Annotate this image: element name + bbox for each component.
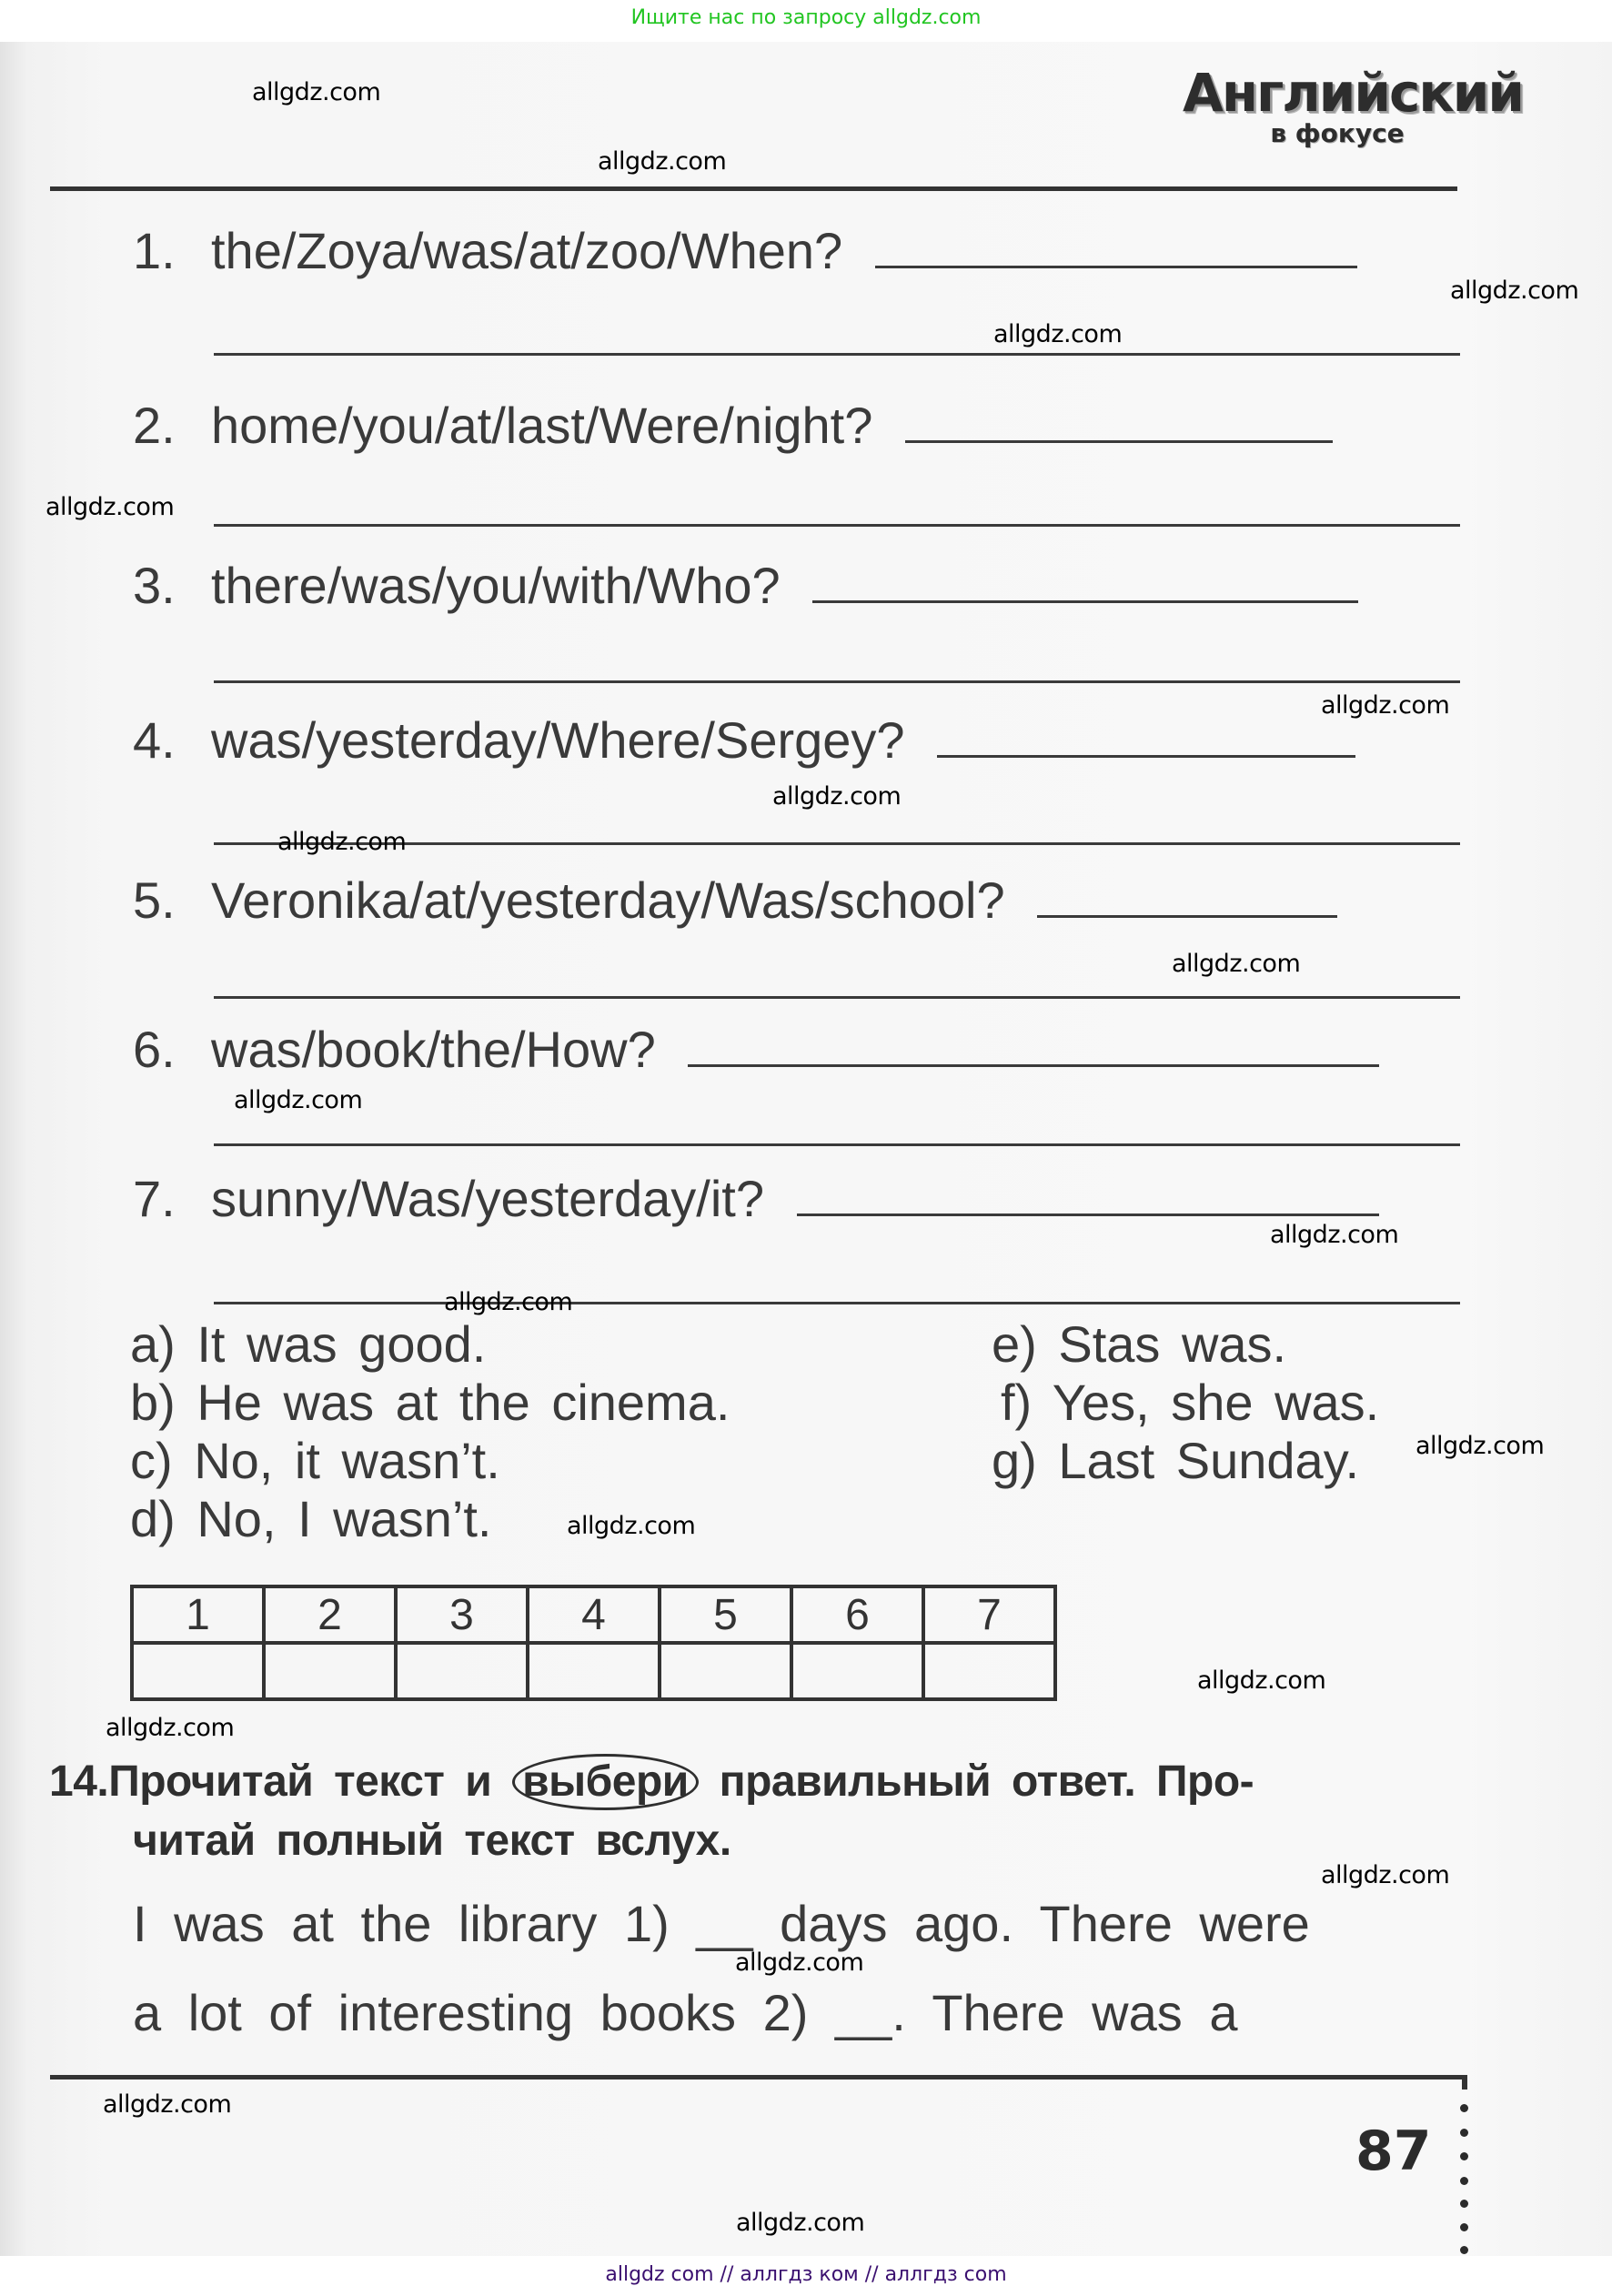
table-header-cell: 6 — [791, 1586, 923, 1643]
answer-blank[interactable] — [797, 1213, 1379, 1216]
watermark: allgdz.com — [735, 1949, 864, 1977]
option-f — [1001, 1374, 1379, 1432]
margin-dot — [1460, 2129, 1468, 2137]
item-text: home/you/at/last/Were/night? — [211, 397, 873, 454]
item-text: sunny/Was/yesterday/it? — [211, 1170, 764, 1227]
option-text: No, I wasn’t. — [196, 1490, 492, 1547]
item-number: 4. — [133, 711, 176, 769]
item-text: was/book/the/How? — [211, 1021, 656, 1078]
watermark: allgdz.com — [106, 1714, 235, 1742]
task-14-heading — [49, 1754, 1254, 1810]
answer-line[interactable] — [214, 1143, 1460, 1146]
option-g — [992, 1432, 1359, 1490]
exercise-item-4 — [133, 711, 1355, 770]
table-header-cell: 5 — [660, 1586, 791, 1643]
option-letter: c) — [130, 1432, 173, 1489]
table-header-cell: 2 — [264, 1586, 396, 1643]
answer-blank[interactable] — [937, 755, 1355, 758]
exercise-item-2 — [133, 397, 1333, 455]
table-header-cell: 7 — [923, 1586, 1055, 1643]
watermark: allgdz.com — [736, 2209, 865, 2237]
item-number: 1. — [133, 222, 176, 279]
logo-subtitle: в фокусе — [1270, 118, 1405, 148]
option-text: It was good. — [196, 1315, 487, 1373]
answer-line[interactable] — [214, 353, 1460, 356]
watermark: allgdz.com — [103, 2090, 232, 2119]
table-header-row — [132, 1586, 1055, 1643]
watermark: allgdz.com — [772, 782, 902, 811]
footer-rule-corner — [1462, 2075, 1467, 2090]
watermark: allgdz.com — [252, 78, 381, 106]
watermark: allgdz.com — [1450, 277, 1579, 305]
circled-word: выбери — [512, 1754, 699, 1810]
table-header-cell: 1 — [132, 1586, 264, 1643]
item-number: 5. — [133, 871, 176, 929]
answer-line[interactable] — [214, 1302, 1460, 1304]
footer-rule — [50, 2075, 1467, 2079]
option-c — [130, 1432, 500, 1490]
watermark: allgdz.com — [1321, 1861, 1450, 1889]
answer-blank[interactable] — [875, 266, 1357, 268]
answer-cell[interactable] — [791, 1643, 923, 1699]
task-14-heading-line2: читай полный текст вслух. — [133, 1817, 731, 1865]
watermark: allgdz.com — [45, 493, 175, 521]
option-text: No, it wasn’t. — [194, 1432, 500, 1489]
task-number: 14. — [49, 1757, 109, 1806]
answer-line[interactable] — [214, 680, 1460, 683]
table-header-cell: 3 — [396, 1586, 528, 1643]
watermark: allgdz.com — [993, 320, 1123, 348]
option-letter: d) — [130, 1490, 176, 1547]
watermark: allgdz.com — [598, 147, 727, 176]
item-text: there/was/you/with/Who? — [211, 557, 781, 614]
logo-title: Английский — [1183, 62, 1524, 124]
exercise-item-7 — [133, 1170, 1379, 1228]
option-text: Last Sunday. — [1058, 1432, 1360, 1489]
task-instruction-part2: правильный ответ. Про- — [719, 1757, 1254, 1806]
answer-line[interactable] — [214, 996, 1460, 999]
option-letter: b) — [130, 1374, 176, 1431]
item-number: 2. — [133, 397, 176, 454]
option-d — [130, 1490, 491, 1548]
watermark: allgdz.com — [1270, 1221, 1399, 1249]
option-b — [130, 1374, 730, 1432]
watermark: allgdz.com — [1321, 691, 1450, 720]
table-answer-row — [132, 1643, 1055, 1699]
bottom-banner — [0, 2256, 1612, 2296]
watermark: allgdz.com — [277, 828, 407, 856]
margin-dot — [1460, 2104, 1468, 2112]
answer-table — [130, 1585, 1057, 1701]
exercise-item-5 — [133, 871, 1337, 930]
exercise-item-3 — [133, 557, 1358, 615]
watermark: allgdz.com — [1197, 1667, 1326, 1695]
option-e — [992, 1315, 1286, 1374]
top-banner-text: Ищите нас по запросу allgdz.com — [630, 6, 982, 29]
item-text: the/Zoya/was/at/zoo/When? — [211, 222, 843, 279]
option-text: Stas was. — [1058, 1315, 1287, 1373]
item-number: 7. — [133, 1170, 176, 1227]
answer-cell[interactable] — [132, 1643, 264, 1699]
item-number: 3. — [133, 557, 176, 614]
watermark: allgdz.com — [234, 1086, 363, 1114]
watermark: allgdz.com — [444, 1288, 573, 1316]
margin-dot — [1460, 2246, 1468, 2254]
watermark: allgdz.com — [567, 1512, 696, 1540]
task-text-line: a lot of interesting books 2) __. There was a — [133, 1984, 1238, 2041]
header-rule — [50, 186, 1457, 191]
item-text: was/yesterday/Where/Sergey? — [211, 711, 905, 769]
bottom-banner-text: allgdz com // аллгдз ком // аллгдз com — [605, 2263, 1007, 2286]
option-letter: g) — [992, 1432, 1037, 1489]
task-text-line: I was at the library 1) __ days ago. There were — [133, 1895, 1310, 1952]
answer-line[interactable] — [214, 524, 1460, 527]
item-text: Veronika/at/yesterday/Was/school? — [211, 871, 1005, 929]
option-a — [130, 1315, 486, 1374]
answer-blank[interactable] — [812, 600, 1358, 603]
answer-blank[interactable] — [688, 1064, 1379, 1067]
book-logo — [1183, 62, 1524, 148]
answer-cell[interactable] — [923, 1643, 1055, 1699]
top-banner — [0, 0, 1612, 42]
answer-blank[interactable] — [1037, 915, 1337, 918]
option-letter: a) — [130, 1315, 176, 1373]
answer-blank[interactable] — [905, 440, 1333, 443]
answer-cell[interactable] — [528, 1643, 660, 1699]
option-text: He was at the cinema. — [196, 1374, 730, 1431]
item-number: 6. — [133, 1021, 176, 1078]
option-letter: e) — [992, 1315, 1037, 1373]
task-instruction-part1: Прочитай текст и — [108, 1757, 492, 1806]
table-header-cell: 4 — [528, 1586, 660, 1643]
watermark: allgdz.com — [1416, 1432, 1545, 1460]
page-number: 87 — [1355, 2120, 1432, 2183]
option-letter: f) — [1001, 1374, 1033, 1431]
watermark: allgdz.com — [1172, 950, 1301, 978]
margin-dot — [1460, 2200, 1468, 2208]
answer-cell[interactable] — [264, 1643, 396, 1699]
answer-cell[interactable] — [660, 1643, 791, 1699]
exercise-item-1 — [133, 222, 1357, 280]
answer-cell[interactable] — [396, 1643, 528, 1699]
option-text: Yes, she was. — [1052, 1374, 1380, 1431]
margin-dot — [1460, 2223, 1468, 2231]
exercise-item-6 — [133, 1021, 1379, 1079]
margin-dot — [1460, 2152, 1468, 2160]
margin-dot — [1460, 2177, 1468, 2185]
